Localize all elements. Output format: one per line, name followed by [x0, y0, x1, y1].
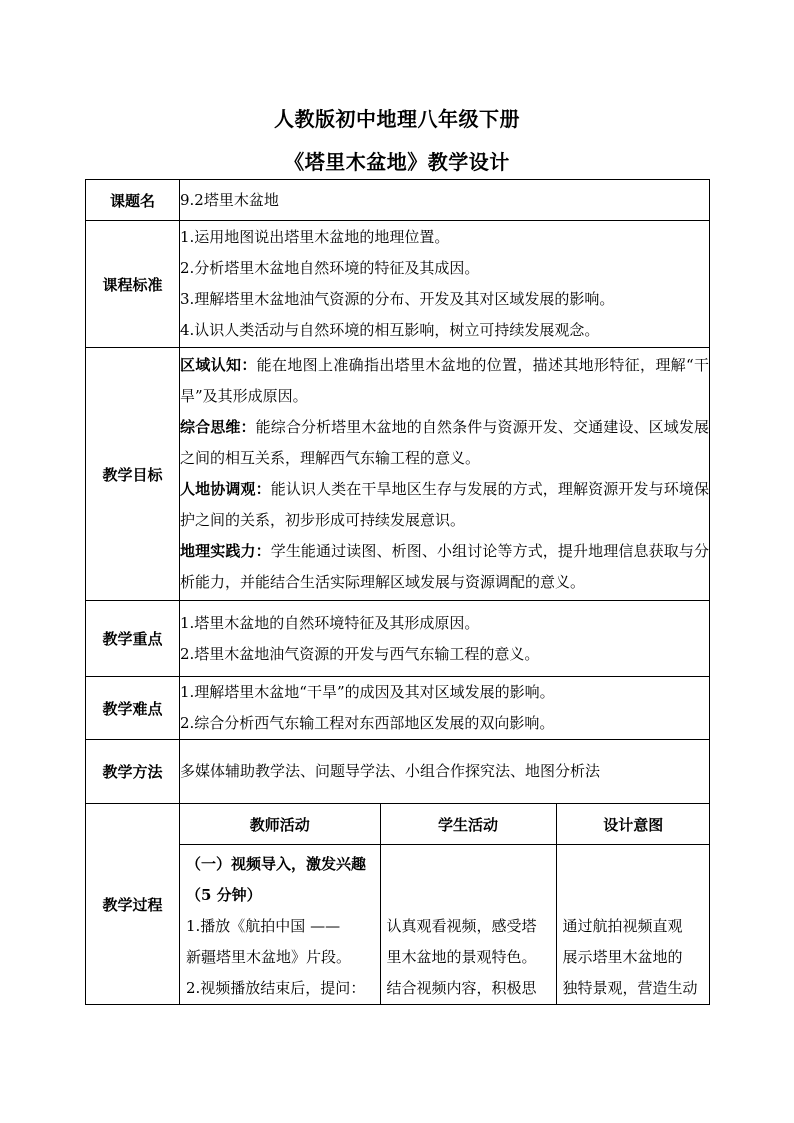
list-item: 3.理解塔里木盆地油气资源的分布、开发及其对区域发展的影响。 — [180, 290, 615, 308]
section-title: （一）视频导入，激发兴趣 — [186, 855, 367, 873]
teacher-line: 1.播放《航拍中国 —— — [186, 917, 341, 935]
difficulties-row — [86, 677, 710, 740]
goals-label: 教学目标 — [86, 348, 180, 601]
student-activity-cell — [380, 845, 556, 1005]
goals-row — [86, 348, 710, 601]
key-points-content — [180, 601, 710, 677]
difficulties-content — [180, 677, 710, 740]
section-duration: （5 分钟） — [186, 886, 262, 904]
list-item: 2.分析塔里木盆地自然环境的特征及其成因。 — [180, 259, 480, 277]
key-points-row — [86, 601, 710, 677]
goal-item — [180, 350, 709, 412]
goal-text: 能在地图上准确指出塔里木盆地的位置，描述其地形特征，理解“干旱”及其形成原因。 — [180, 356, 709, 405]
goal-head: 综合思维： — [180, 418, 256, 436]
student-line: 结合视频内容，积极思 — [386, 979, 537, 997]
topic-value: 9.2塔里木盆地 — [180, 180, 710, 221]
column-header-student: 学生活动 — [380, 804, 556, 845]
goal-head: 人地协调观： — [180, 480, 271, 498]
methods-value: 多媒体辅助教学法、问题导学法、小组合作探究法、地图分析法 — [180, 740, 710, 804]
topic-row — [86, 180, 710, 221]
column-header-intent: 设计意图 — [556, 804, 710, 845]
teacher-line: 2.视频播放结束后，提问： — [186, 979, 366, 997]
topic-label: 课题名 — [86, 180, 180, 221]
list-item: 1.塔里木盆地的自然环境特征及其形成原因。 — [180, 613, 480, 632]
list-item: 1.运用地图说出塔里木盆地的地理位置。 — [180, 228, 450, 246]
list-item: 1.理解塔里木盆地“干旱”的成因及其对区域发展的影响。 — [180, 683, 555, 701]
teacher-activity-cell — [180, 845, 380, 1005]
methods-row — [86, 740, 710, 804]
goal-head: 区域认知： — [180, 356, 257, 374]
goal-text: 能综合分析塔里木盆地的自然条件与资源开发、交通建设、区域发展之间的相互关系，理解西气东输工程的意义。 — [180, 418, 709, 467]
process-body-row — [180, 845, 710, 1005]
list-item: 2.综合分析西气东输工程对东西部地区发展的双向影响。 — [180, 714, 555, 732]
page-subtitle: 《塔里木盆地》教学设计 — [284, 150, 510, 174]
column-header-teacher: 教师活动 — [180, 804, 380, 845]
goal-item — [180, 412, 709, 474]
difficulties-label: 教学难点 — [86, 677, 180, 740]
process-label: 教学过程 — [86, 804, 180, 1005]
intent-line: 独特景观，营造生动 — [562, 979, 698, 997]
student-line: 认真观看视频，感受塔 — [386, 917, 537, 935]
lesson-plan-table — [85, 179, 710, 1005]
process-table — [180, 804, 710, 1004]
goal-text: 能认识人类在干旱地区生存与发展的方式，理解资源开发与环境保护之间的关系，初步形成可持续发展意识。 — [180, 480, 709, 529]
design-intent-cell — [556, 845, 710, 1005]
process-row — [86, 804, 710, 1005]
student-line: 里木盆地的景观特色。 — [386, 948, 537, 966]
process-header-row — [180, 804, 710, 845]
intent-line: 展示塔里木盆地的 — [562, 948, 683, 966]
goal-item — [180, 536, 709, 598]
process-content — [180, 804, 710, 1005]
standard-label: 课程标准 — [86, 221, 180, 348]
intent-line: 通过航拍视频直观 — [562, 917, 683, 935]
list-item: 4.认识人类活动与自然环境的相互影响，树立可持续发展观念。 — [180, 321, 600, 339]
standard-row — [86, 221, 710, 348]
key-points-label: 教学重点 — [86, 601, 180, 677]
standard-content — [180, 221, 710, 348]
page-title: 人教版初中地理八年级下册 — [274, 107, 520, 131]
goal-text: 学生能通过读图、析图、小组讨论等方式，提升地理信息获取与分析能力，并能结合生活实际理解区域发展与资源调配的意义。 — [180, 542, 709, 591]
teacher-line: 新疆塔里木盆地》片段。 — [186, 948, 352, 966]
goal-head: 地理实践力： — [180, 542, 271, 560]
goals-content — [180, 348, 710, 601]
goal-item — [180, 474, 709, 536]
list-item: 2.塔里木盆地油气资源的开发与西气东输工程的意义。 — [180, 644, 540, 663]
methods-label: 教学方法 — [86, 740, 180, 804]
